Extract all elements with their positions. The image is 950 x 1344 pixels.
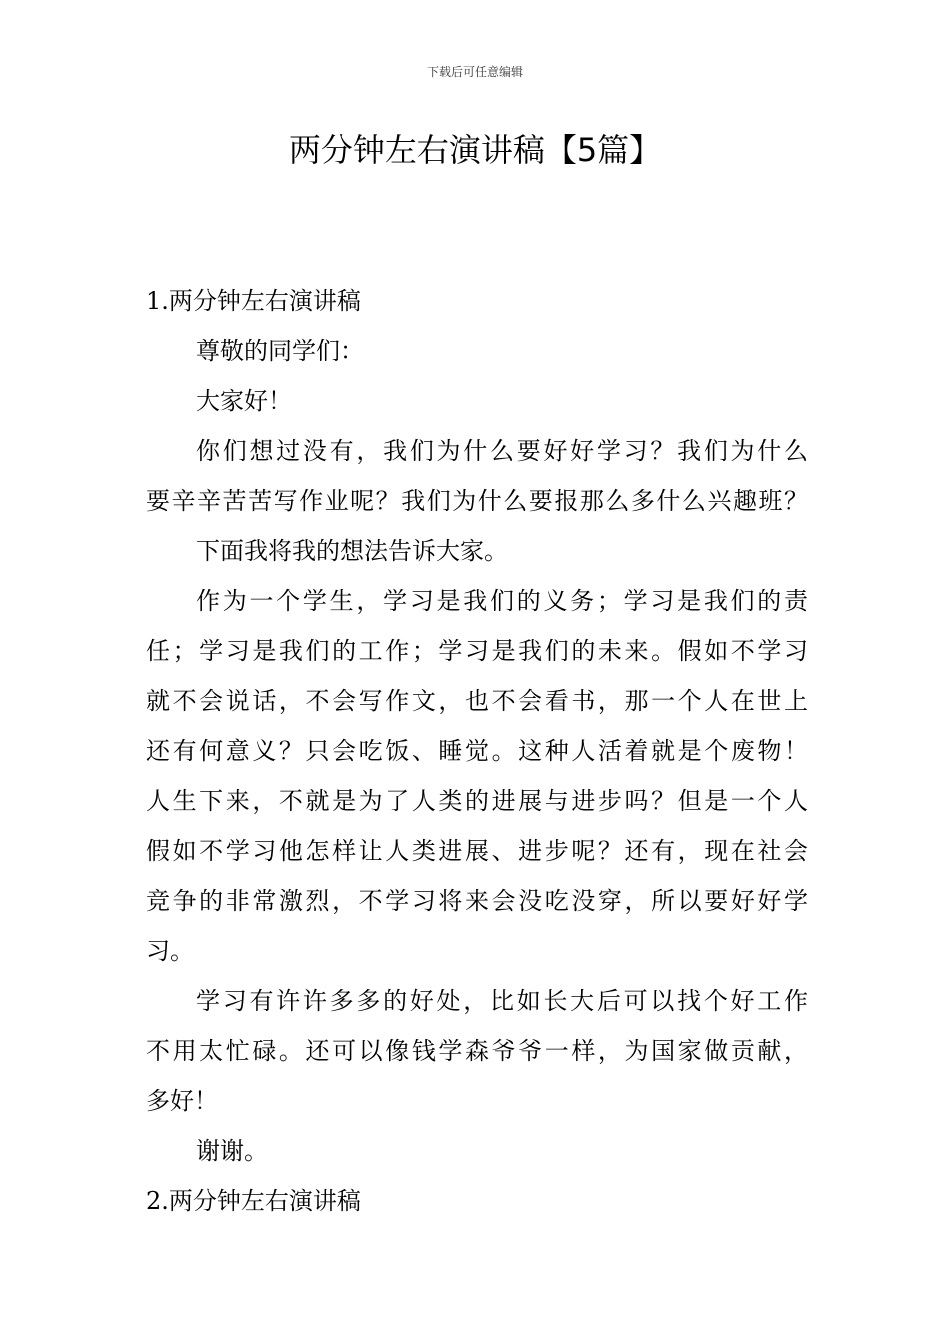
greeting-line: 大家好！ xyxy=(196,387,292,415)
paragraph-line: 你们想过没有，我们为什么要好好学习？我们为什么 xyxy=(196,437,808,465)
paragraph-line: 要辛辛苦苦写作业呢？我们为什么要报那么多什么兴趣班？ xyxy=(146,487,808,515)
paragraph-line: 学习有许许多多的好处，比如长大后可以找个好工作 xyxy=(196,987,808,1015)
paragraph-line: 下面我将我的想法告诉大家。 xyxy=(196,537,508,565)
page-header-note: 下载后可任意编辑 xyxy=(426,65,523,79)
paragraph-line: 不用太忙碌。还可以像钱学森爷爷一样，为国家做贡献， xyxy=(146,1037,808,1065)
paragraph-line: 就不会说话，不会写作文，也不会看书，那一个人在世上 xyxy=(146,687,808,715)
paragraph-line: 竞争的非常激烈，不学习将来会没吃没穿，所以要好好学 xyxy=(146,887,808,915)
paragraph-line: 任；学习是我们的工作；学习是我们的未来。假如不学习 xyxy=(146,637,808,665)
paragraph-line: 多好！ xyxy=(146,1087,218,1115)
document-body xyxy=(146,276,808,1226)
paragraph-line: 习。 xyxy=(146,937,194,965)
salutation-line: 尊敬的同学们： xyxy=(196,337,364,365)
section-heading-1: 1.两分钟左右演讲稿 xyxy=(146,287,361,315)
paragraph-line: 人生下来，不就是为了人类的进展与进步吗？但是一个人 xyxy=(146,787,808,815)
closing-line: 谢谢。 xyxy=(196,1137,268,1165)
paragraph-line: 假如不学习他怎样让人类进展、进步呢？还有，现在社会 xyxy=(146,837,808,865)
paragraph-line: 还有何意义？只会吃饭、睡觉。这种人活着就是个废物！ xyxy=(146,737,808,765)
section-heading-2: 2.两分钟左右演讲稿 xyxy=(146,1187,361,1215)
paragraph-line: 作为一个学生，学习是我们的义务；学习是我们的责 xyxy=(196,587,808,615)
document-title: 两分钟左右演讲稿【5篇】 xyxy=(288,131,662,169)
